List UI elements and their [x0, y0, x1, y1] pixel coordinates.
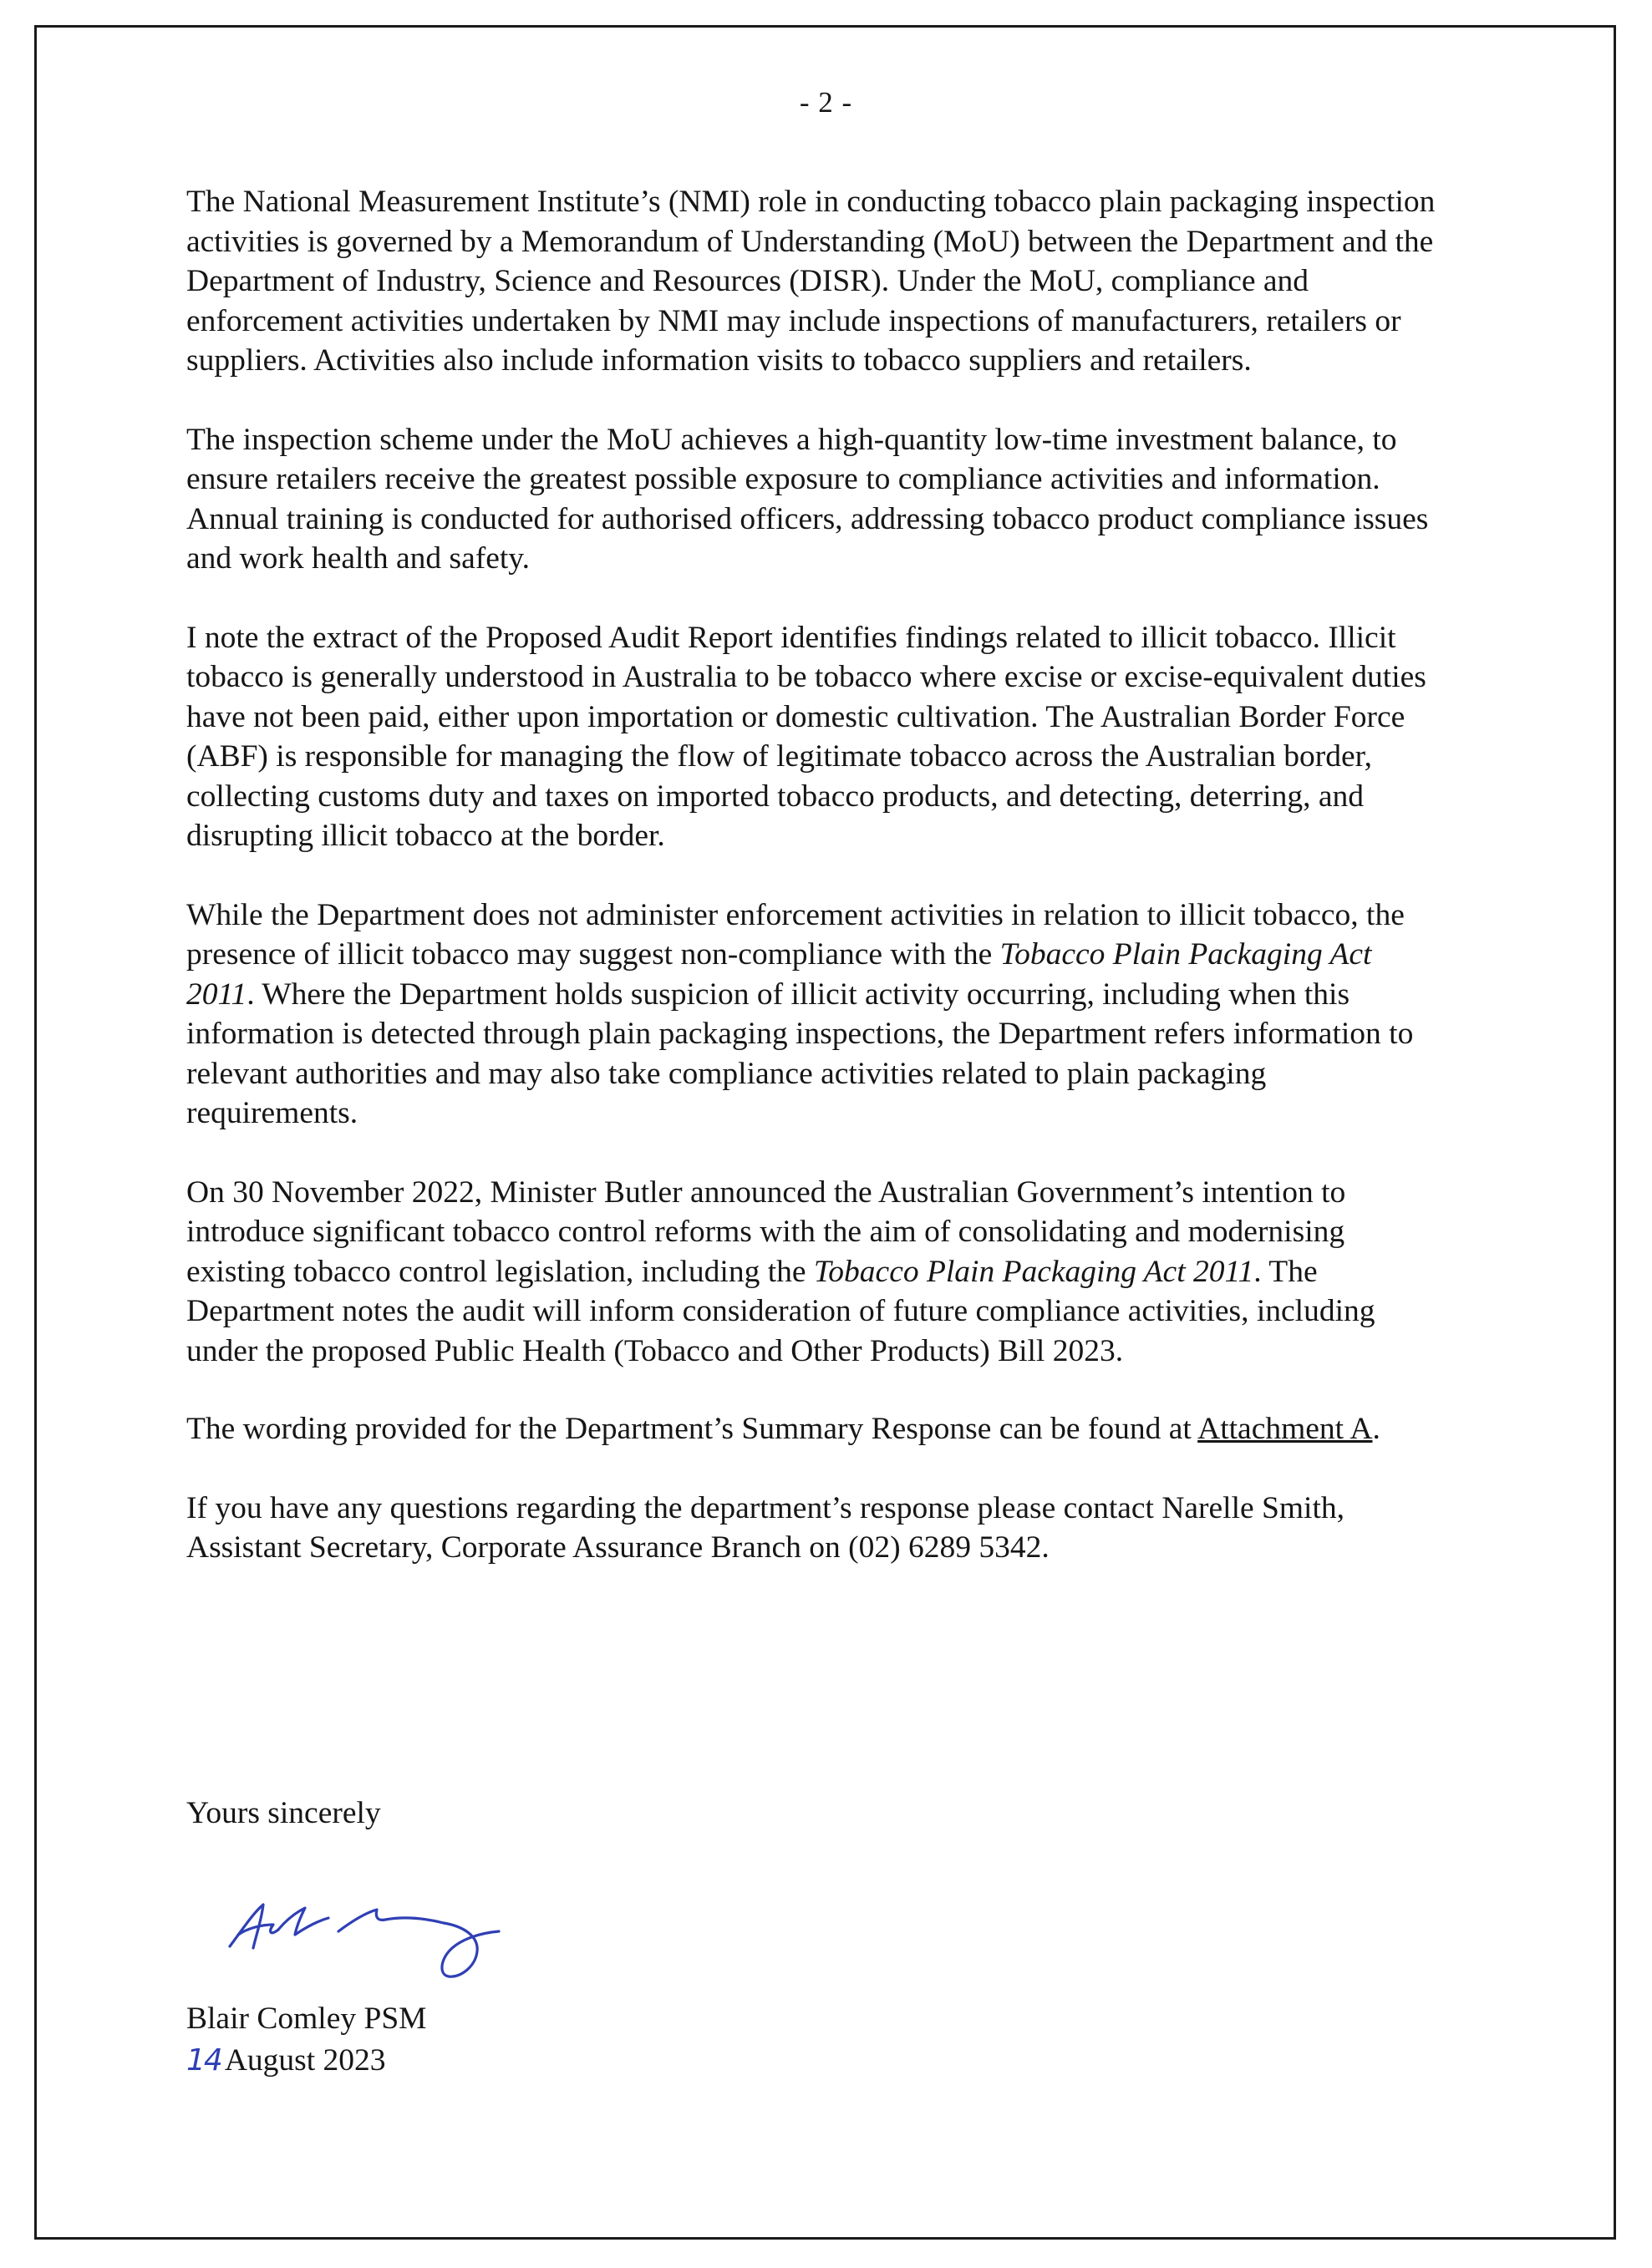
page-number: - 2 - [799, 86, 853, 119]
p4-text-a: While the Department does not administer enforcement activities in relation to illicit tobacco, the presence of illicit tobacco may suggest non-compliance with the [186, 897, 1405, 972]
paragraph-enforcement [186, 896, 1440, 1134]
p5-text-b: . The Department notes the audit will inform consideration of future compliance activities, including under the proposed Public Health (Tobacco and Other Products) Bill 2023. [186, 1254, 1375, 1368]
paragraph-inspection-scheme: The inspection scheme under the MoU achieves a high-quantity low-time investment balance, to ensure retailers receive the greatest possible exposure to compliance activities and information. Annual training is conducted for authorised officers, addressing tobacco product compliance issues and work health and safety. [186, 422, 1429, 576]
p5-text-a: On 30 November 2022, Minister Butler announced the Australian Government’s intention to introduce significant tobacco control reforms with the aim of consolidating and modernising existing tobacco control legislation, including the [186, 1175, 1346, 1289]
date-month-year: August 2023 [224, 2043, 386, 2078]
attachment-a-link[interactable]: Attachment A [1197, 1412, 1373, 1446]
act-title-italic: Tobacco Plain Packaging Act 2011 [813, 1254, 1254, 1289]
paragraph-reforms [186, 1173, 1440, 1372]
p6-text-b: . [1372, 1412, 1380, 1446]
paragraph-contact: If you have any questions regarding the department’s response please contact Narelle Smith, Assistant Secretary, Corporate Assurance Branch on (02) 6289 5342. [186, 1490, 1345, 1565]
letter-body [186, 182, 1440, 1607]
handwritten-signature [213, 1880, 547, 1988]
signatory-name: Blair Comley PSM [186, 2002, 427, 2036]
p6-text-a: The wording provided for the Department’s Summary Response can be found at [186, 1412, 1198, 1446]
paragraph-nmi-role: The National Measurement Institute’s (NMI) role in conducting tobacco plain packaging inspection activities is governed by a Memorandum of Understanding (MoU) between the Department and the Department of Industry, Science and Resources (DISR). Under the MoU, compliance and enforcement activities undertaken by NMI may include inspections of manufacturers, retailers or suppliers. Activities also include information visits to tobacco suppliers and retailers. [186, 185, 1436, 378]
act-title-italic: Tobacco Plain Packaging Act 2011 [186, 937, 1372, 1012]
signature-date [186, 2041, 386, 2081]
paragraph-summary-response [186, 1409, 1440, 1449]
paragraph-illicit-tobacco: I note the extract of the Proposed Audit Report identifies findings related to illicit tobacco. Illicit tobacco is generally understood in Australia to be tobacco where excise or excise-equivalent duties have not been paid, either upon importation or domestic cultivation. The Australian Border Force (ABF) is responsible for managing the flow of legitimate tobacco across the Australian border, collecting customs duty and taxes on imported tobacco products, and detecting, deterring, and disrupting illicit tobacco at the border. [186, 620, 1426, 853]
handwritten-day: 14 [186, 2043, 221, 2078]
salutation: Yours sincerely [186, 1796, 381, 1830]
p4-text-b: . Where the Department holds suspicion of illicit activity occurring, including when this information is detected through plain packaging inspections, the Department refers information to relevant authorities and may also take compliance activities related to plain packaging requirements. [186, 977, 1414, 1130]
